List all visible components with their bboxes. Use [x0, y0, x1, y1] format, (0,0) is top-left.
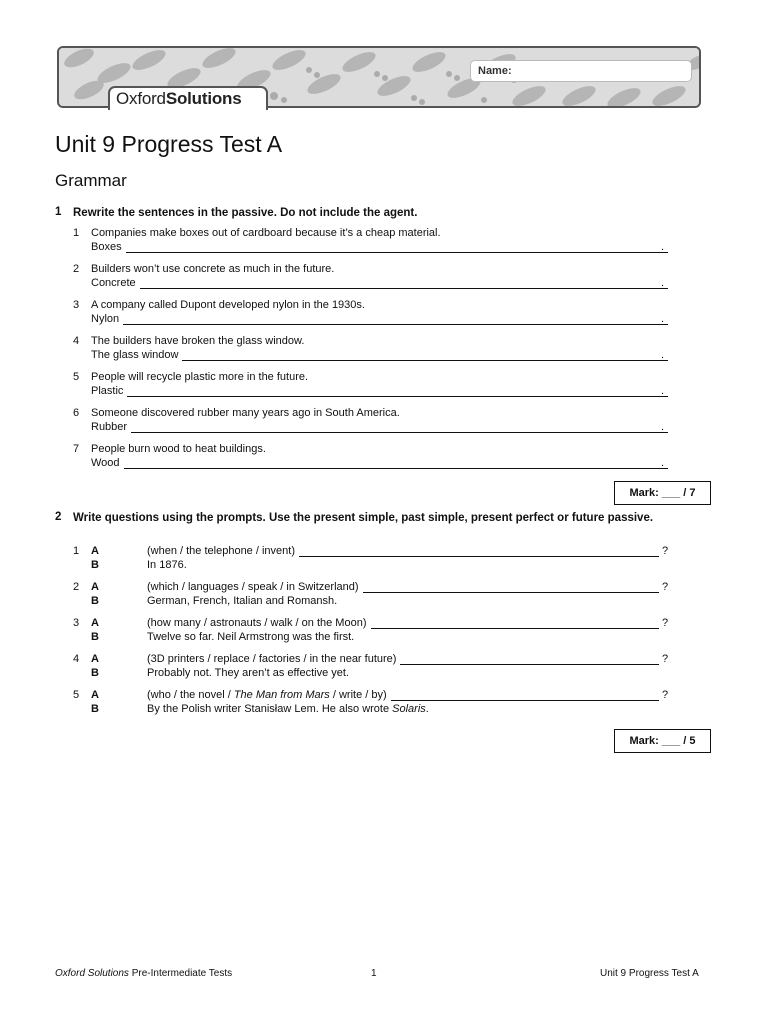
item-sentence: Companies make boxes out of cardboard because it’s a cheap material.: [91, 227, 441, 239]
exercise-2-number: 2: [55, 511, 62, 523]
answer-line[interactable]: [126, 241, 668, 253]
answer-pre: By the Polish writer Stanisław Lem. He also wrote: [147, 703, 393, 715]
item-number: 3: [73, 299, 80, 311]
full-stop: .: [661, 421, 665, 433]
footer-right: Unit 9 Progress Test A: [600, 968, 699, 979]
exercise-2-item: [0, 653, 768, 683]
answer-row: [91, 313, 668, 325]
question-row: [147, 689, 659, 701]
question-mark: ?: [662, 689, 669, 701]
question-row: [147, 653, 659, 665]
full-stop: .: [661, 277, 665, 289]
answer-line[interactable]: [124, 457, 668, 469]
answer-line[interactable]: [371, 617, 660, 629]
logo-part1: Oxford: [116, 89, 166, 108]
answer-line[interactable]: [182, 349, 668, 361]
item-number: 5: [73, 371, 80, 383]
question-row: [147, 617, 659, 629]
page-number: 1: [371, 968, 377, 979]
answer-lead: Boxes: [91, 241, 122, 253]
exercise-1-number: 1: [55, 206, 62, 218]
answer-text: Probably not. They aren’t as effective yet.: [147, 667, 349, 679]
item-number: 1: [73, 227, 80, 239]
answer-row: [91, 277, 668, 289]
item-number: 3: [73, 617, 80, 629]
question-row: [147, 545, 659, 557]
item-sentence: People will recycle plastic more in the future.: [91, 371, 309, 383]
question-mark: ?: [662, 545, 669, 557]
exercise-1-mark-box: Mark: ___ / 7: [614, 481, 711, 505]
answer-row: [91, 385, 668, 397]
prompt-post: / write / by): [329, 689, 387, 701]
item-number: 7: [73, 443, 80, 455]
exercise-2-item: [0, 689, 768, 719]
speaker-b-label: B: [91, 559, 99, 571]
exercise-1-item: [0, 443, 768, 473]
full-stop: .: [661, 385, 665, 397]
answer-lead: The glass window: [91, 349, 179, 361]
item-number: 6: [73, 407, 80, 419]
speaker-a-label: A: [91, 689, 99, 701]
answer-line[interactable]: [400, 653, 659, 665]
answer-row: [91, 457, 668, 469]
full-stop: .: [661, 313, 665, 325]
answer-text: Twelve so far. Neil Armstrong was the first.: [147, 631, 355, 643]
answer-text: In 1876.: [147, 559, 187, 571]
answer-row: [91, 349, 668, 361]
answer-line[interactable]: [127, 385, 668, 397]
item-sentence: The builders have broken the glass window.: [91, 335, 305, 347]
answer-lead: Nylon: [91, 313, 120, 325]
answer-line[interactable]: [299, 545, 659, 557]
answer-italic-title: Solaris: [392, 703, 426, 715]
speaker-a-label: A: [91, 617, 99, 629]
speaker-a-label: A: [91, 653, 99, 665]
logo-part2: Solutions: [165, 89, 242, 108]
item-sentence: Someone discovered rubber many years ago in South America.: [91, 407, 400, 419]
full-stop: .: [661, 457, 665, 469]
answer-post: .: [425, 703, 429, 715]
item-number: 5: [73, 689, 80, 701]
footer-book-subtitle: Pre-Intermediate Tests: [128, 968, 233, 979]
item-number: 4: [73, 653, 80, 665]
exercise-1-item: [0, 407, 768, 437]
exercise-1-instruction: Rewrite the sentences in the passive. Do not include the agent.: [73, 207, 418, 219]
speaker-a-label: A: [91, 581, 99, 593]
question-row: [147, 581, 659, 593]
name-label: Name:: [478, 65, 512, 77]
footer-book-title: Oxford Solutions: [55, 968, 129, 979]
prompt-pre: (who / the novel /: [147, 689, 234, 701]
exercise-1-item: [0, 263, 768, 293]
answer-line[interactable]: [131, 421, 668, 433]
item-sentence: People burn wood to heat buildings.: [91, 443, 266, 455]
question-prompt: (3D printers / replace / factories / in the near future): [147, 653, 397, 665]
exercise-2-item: [0, 545, 768, 575]
page-title: Unit 9 Progress Test A: [55, 131, 283, 157]
answer-line[interactable]: [140, 277, 668, 289]
answer-lead: Concrete: [91, 277, 136, 289]
question-mark: ?: [662, 581, 669, 593]
answer-lead: Wood: [91, 457, 120, 469]
question-mark: ?: [662, 617, 669, 629]
speaker-b-label: B: [91, 631, 99, 643]
speaker-b-label: B: [91, 595, 99, 607]
answer-line[interactable]: [363, 581, 659, 593]
speaker-a-label: A: [91, 545, 99, 557]
answer-text: [147, 703, 429, 715]
exercise-1-item: [0, 335, 768, 365]
item-number: 2: [73, 263, 80, 275]
answer-row: [91, 241, 668, 253]
answer-text: German, French, Italian and Romansh.: [147, 595, 338, 607]
answer-row: [91, 421, 668, 433]
question-prompt: (which / languages / speak / in Switzerland): [147, 581, 359, 593]
item-sentence: A company called Dupont developed nylon in the 1930s.: [91, 299, 365, 311]
exercise-2-mark-box: Mark: ___ / 5: [614, 729, 711, 753]
answer-line[interactable]: [391, 689, 659, 701]
item-sentence: Builders won’t use concrete as much in the future.: [91, 263, 335, 275]
exercise-1-item: [0, 227, 768, 257]
item-number: 2: [73, 581, 80, 593]
speaker-b-label: B: [91, 667, 99, 679]
answer-line[interactable]: [123, 313, 668, 325]
footer-left: [55, 968, 232, 979]
exercise-1-item: [0, 299, 768, 329]
item-number: 1: [73, 545, 80, 557]
section-title: Grammar: [55, 171, 127, 190]
oxford-solutions-logo: [116, 89, 241, 109]
full-stop: .: [661, 241, 665, 253]
question-prompt: (how many / astronauts / walk / on the Moon): [147, 617, 367, 629]
item-number: 4: [73, 335, 80, 347]
answer-lead: Plastic: [91, 385, 124, 397]
exercise-2-instruction: Write questions using the prompts. Use the present simple, past simple, present perfect or future passive.: [73, 512, 654, 524]
prompt-italic-title: The Man from Mars: [233, 689, 330, 701]
answer-lead: Rubber: [91, 421, 128, 433]
question-prompt: [147, 689, 387, 701]
speaker-b-label: B: [91, 703, 99, 715]
exercise-2-item: [0, 581, 768, 611]
exercise-2-item: [0, 617, 768, 647]
full-stop: .: [661, 349, 665, 361]
question-mark: ?: [662, 653, 669, 665]
exercise-1-item: [0, 371, 768, 401]
question-prompt: (when / the telephone / invent): [147, 545, 295, 557]
